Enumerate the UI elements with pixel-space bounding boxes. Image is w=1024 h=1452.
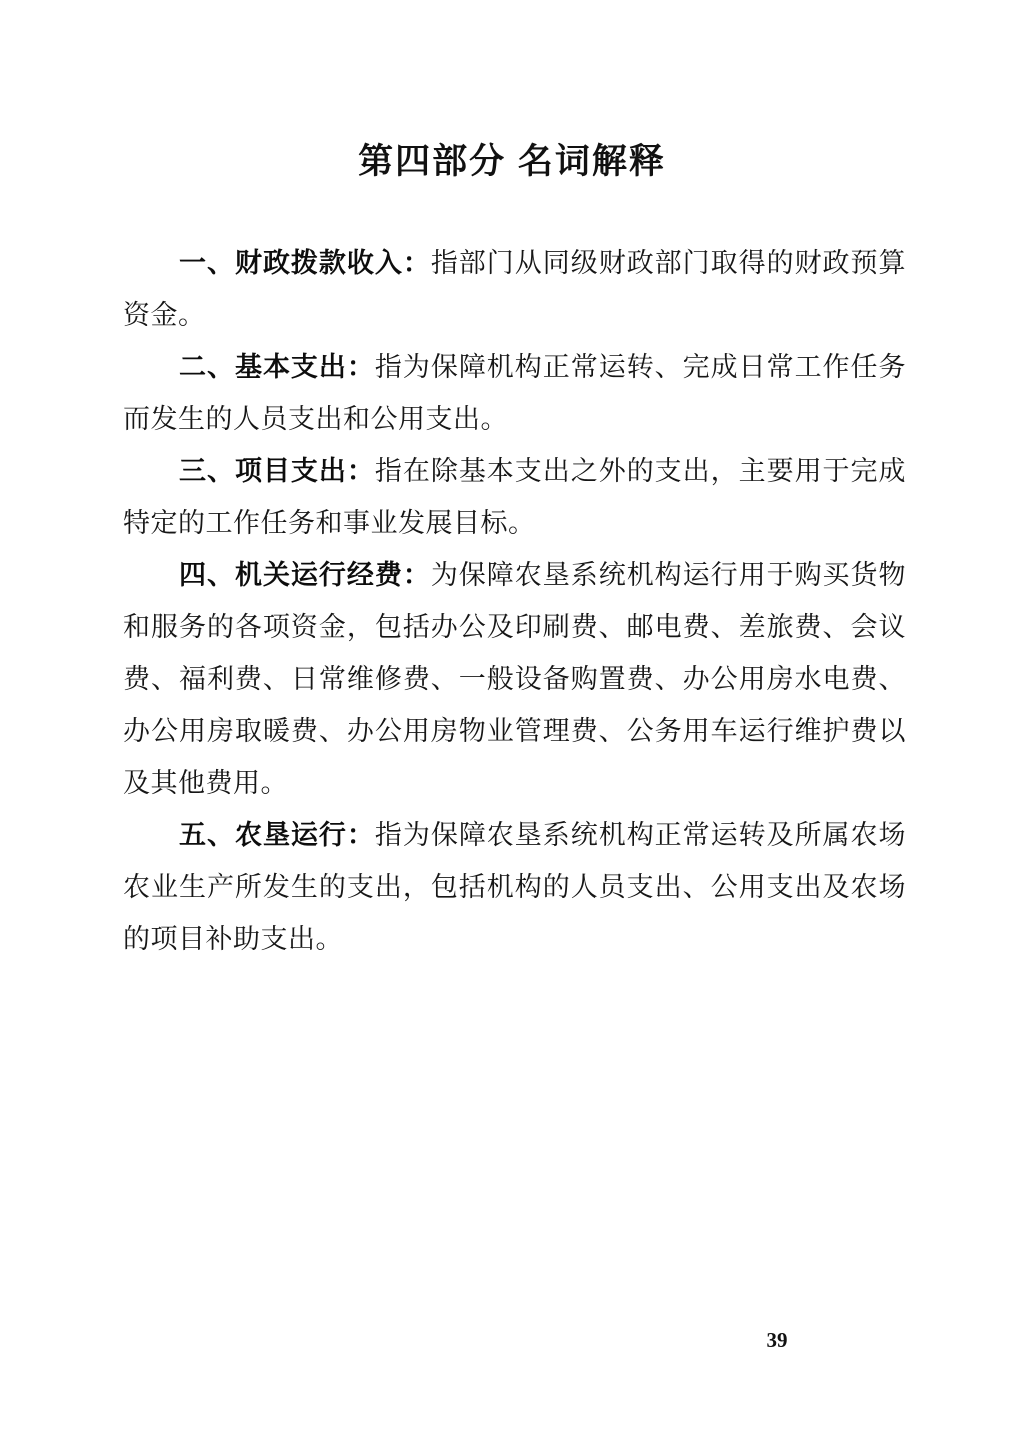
paragraph-project-expenditure	[123, 445, 906, 549]
page-title: 第四部分 名词解释	[358, 142, 666, 181]
term-basic-expenditure: 二、基本支出：	[179, 352, 375, 382]
definition-agency-operating-expenses: 为保障农垦系统机构运行用于购买货物和服务的各项资金，包括办公及印刷费、邮电费、差旅费、会议费、福利费、日常维修费、一般设备购置费、办公用房水电费、办公用房取暖费、办公用房物业管理费、公务用车运行维护费以及其他费用。	[123, 560, 907, 798]
term-project-expenditure: 三、项目支出：	[179, 456, 375, 486]
definition-fiscal-appropriation-income: 指部门从同级财政部门取得的财政预算资金。	[123, 248, 907, 330]
term-agency-operating-expenses: 四、机关运行经费：	[179, 560, 431, 590]
term-fiscal-appropriation-income: 一、财政拨款收入：	[179, 248, 431, 278]
paragraph-fiscal-appropriation-income	[123, 237, 906, 341]
paragraph-basic-expenditure	[123, 341, 906, 445]
document-body	[123, 237, 906, 965]
paragraph-agency-operating-expenses	[123, 549, 906, 809]
definition-nongken-operation: 指为保障农垦系统机构正常运转及所属农场农业生产所发生的支出，包括机构的人员支出、公用支出及农场的项目补助支出。	[123, 820, 907, 954]
paragraph-nongken-operation	[123, 809, 906, 965]
term-nongken-operation: 五、农垦运行：	[179, 820, 375, 850]
definition-project-expenditure: 指在除基本支出之外的支出，主要用于完成特定的工作任务和事业发展目标。	[123, 456, 907, 538]
page-number: 39	[766, 1328, 788, 1352]
definition-basic-expenditure: 指为保障机构正常运转、完成日常工作任务而发生的人员支出和公用支出。	[123, 352, 907, 434]
